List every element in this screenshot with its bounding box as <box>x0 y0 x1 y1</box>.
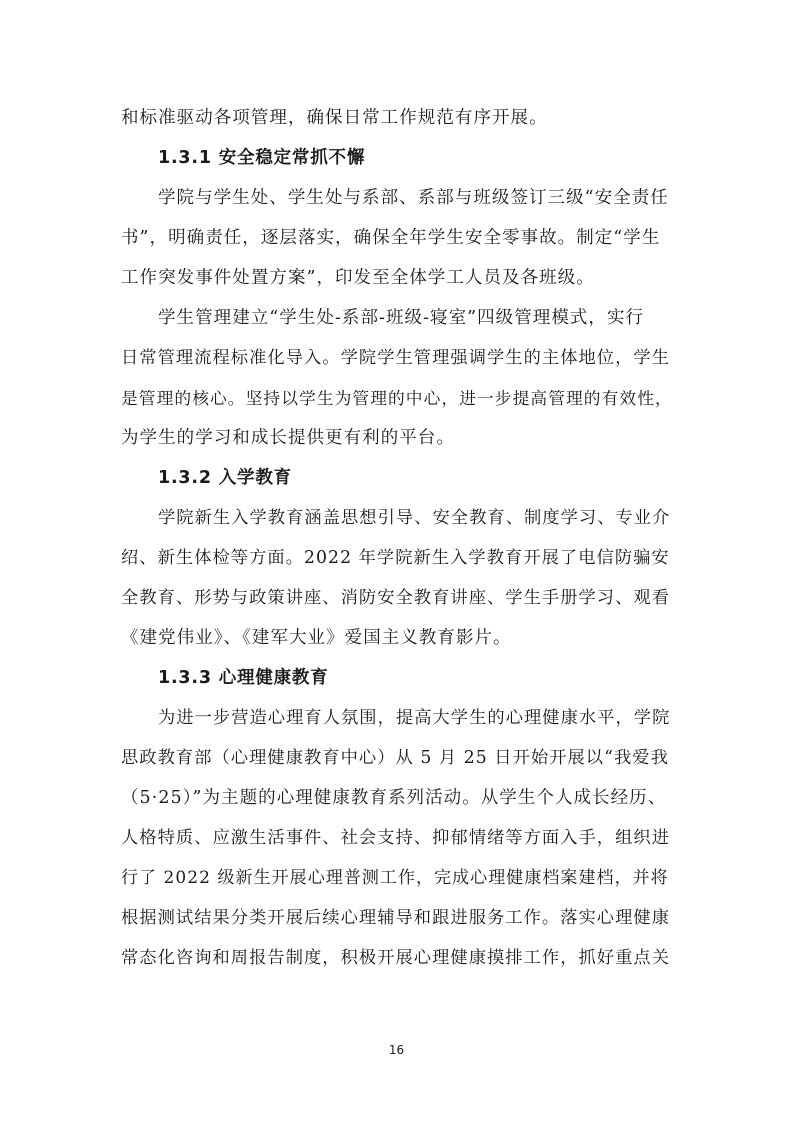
paragraph-line: 常态化咨询和周报告制度，积极开展心理健康摸排工作，抓好重点关 <box>121 948 671 968</box>
paragraph-line: 人格特质、应激生活事件、社会支持、抑郁情绪等方面入手，组织进 <box>121 828 671 848</box>
paragraph-line: 为学生的学习和成长提供更有利的平台。 <box>121 428 455 448</box>
paragraph-line: 行了 2022 级新生开展心理普测工作，完成心理健康档案建档，并将 <box>121 868 669 888</box>
paragraph-line: 学院新生入学教育涵盖思想引导、安全教育、制度学习、专业介 <box>158 508 671 528</box>
page-number: 16 <box>388 1043 405 1057</box>
paragraph-line: 《建党伟业》、《建军大业》爱国主义教育影片。 <box>121 628 512 648</box>
paragraph-line: （5·25）”为主题的心理健康教育系列活动。从学生个人成长经历、 <box>121 788 667 808</box>
paragraph-line: 日常管理流程标准化导入。学院学生管理强调学生的主体地位，学生 <box>121 348 671 368</box>
paragraph-line: 全教育、形势与政策讲座、消防安全教育讲座、学生手册学习、观看 <box>121 588 671 608</box>
paragraph-line: 绍、新生体检等方面。2022 年学院新生入学教育开展了电信防骗安 <box>121 548 670 568</box>
paragraph-line: 学生管理建立“学生处-系部-班级-寝室”四级管理模式，实行 <box>158 308 645 328</box>
paragraph-line: 学院与学生处、学生处与系部、系部与班级签订三级“安全责任 <box>158 188 669 208</box>
paragraph-line: 工作突发事件处置方案”，印发至全体学工人员及各班级。 <box>121 268 595 288</box>
paragraph-line: 是管理的核心。坚持以学生为管理的中心，进一步提高管理的有效性， <box>121 388 673 408</box>
paragraph-line: 根据测试结果分类开展后续心理辅导和跟进服务工作。落实心理健康 <box>121 908 671 928</box>
section-heading-1-3-3: 1.3.3 心理健康教育 <box>158 668 329 688</box>
paragraph-line: 为进一步营造心理育人氛围，提高大学生的心理健康水平，学院 <box>158 708 671 728</box>
intro-line: 和标准驱动各项管理，确保日常工作规范有序开展。 <box>121 108 548 128</box>
section-heading-1-3-2: 1.3.2 入学教育 <box>158 468 292 488</box>
section-heading-1-3-1: 1.3.1 安全稳定常抓不懈 <box>158 148 366 168</box>
document-body <box>121 98 674 978</box>
paragraph-line: 书”，明确责任，逐层落实，确保全年学生安全零事故。制定“学生 <box>121 228 661 248</box>
paragraph-line: 思政教育部（心理健康教育中心）从 5 月 25 日开始开展以“我爱我 <box>121 748 669 768</box>
